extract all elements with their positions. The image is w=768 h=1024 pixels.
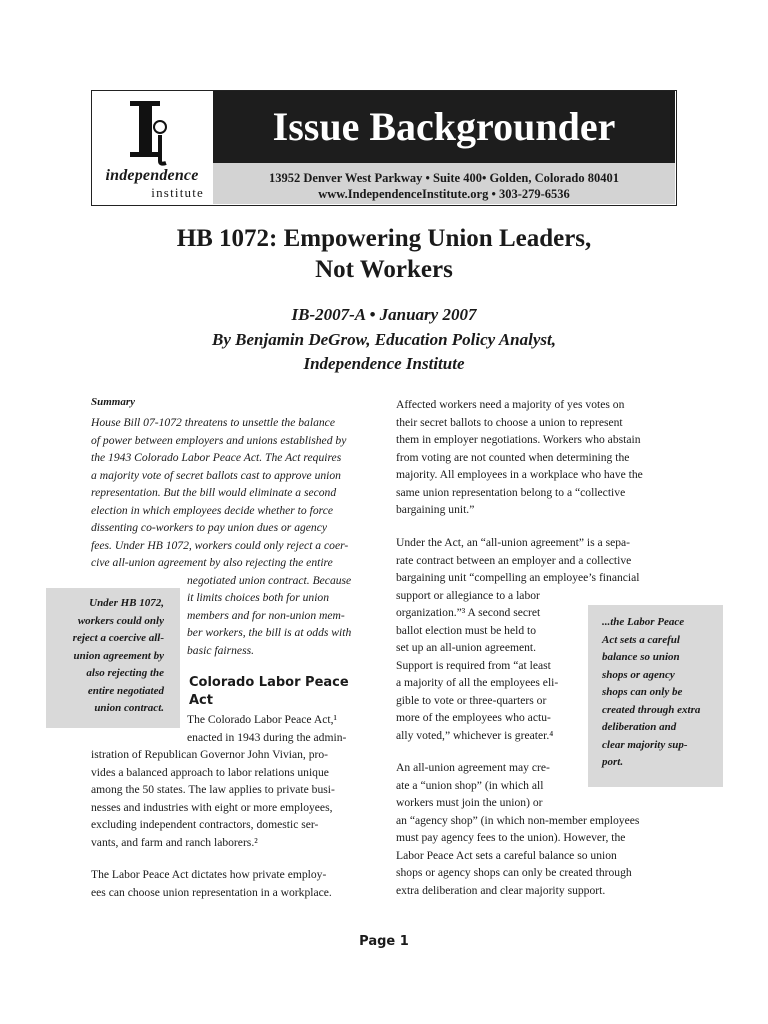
- logo-wordmark-line2: institute: [151, 185, 204, 200]
- pull-quote-line: balance so union: [602, 651, 680, 663]
- body-line: ballot election must be held to: [396, 623, 537, 637]
- body-line: Support is required from “at least: [396, 658, 551, 672]
- summary-line: dissenting co-workers to pay union dues or agency: [91, 521, 328, 534]
- pull-quote-line: workers could only: [77, 614, 164, 627]
- summary-line: it limits choices both for union: [187, 591, 330, 604]
- pull-quote-line: clear majority sup-: [602, 738, 688, 751]
- body-line: organization.”³ A second secret: [396, 606, 541, 619]
- summary-line: ber workers, the bill is at odds with: [187, 626, 352, 639]
- body-line: nesses and industries with eight or more employees,: [91, 800, 333, 814]
- pull-quote-line: union agreement by: [73, 649, 164, 662]
- body-line: a majority of all the employees eli-: [396, 676, 559, 689]
- pull-quote-right: [588, 605, 723, 787]
- pull-quote-line: created through extra: [602, 703, 701, 716]
- summary-line: of power between employers and unions established by: [91, 433, 347, 447]
- title-band: [213, 91, 675, 163]
- document-id-date: IB-2007-A • January 2007: [291, 305, 477, 324]
- header-banner: [91, 90, 677, 206]
- summary-line: representation. But the bill would eliminate a second: [91, 486, 337, 499]
- body-line: support or allegiance to a labor: [396, 588, 540, 602]
- body-line: The Colorado Labor Peace Act,¹: [187, 713, 337, 726]
- summary-line: election in which employees decide whether to force: [91, 503, 333, 517]
- body-line: from voting are not counted when determining the: [396, 450, 630, 464]
- logo: [92, 91, 214, 204]
- pull-quote-line: Act sets a careful: [602, 633, 680, 646]
- body-line: gible to vote or three-quarters or: [396, 693, 547, 707]
- body-line: an “agency shop” (in which non-member employees: [396, 813, 640, 827]
- body-line: set up an all-union agreement.: [396, 641, 537, 654]
- address-line: 13952 Denver West Parkway • Suite 400• Golden, Colorado 80401: [269, 171, 619, 185]
- pull-quote-line: shops or agency: [602, 668, 675, 681]
- body-line: vides a balanced approach to labor relations unique: [91, 765, 329, 779]
- summary-heading: Summary: [91, 396, 136, 408]
- body-line: vants, and farm and ranch laborers.²: [91, 835, 258, 849]
- body-line: extra deliberation and clear majority support.: [396, 883, 606, 897]
- pull-quote-line: shops can only be: [602, 686, 683, 698]
- summary-line: fees. Under HB 1072, workers could only reject a coer-: [91, 538, 349, 552]
- body-line: The Labor Peace Act dictates how private employ-: [91, 868, 327, 881]
- page-title-continued: Not Workers: [315, 256, 453, 283]
- body-line: bargaining unit.”: [396, 503, 475, 516]
- body-line: same union representation belong to a “collective: [396, 485, 626, 499]
- pull-quote-line: ...the Labor Peace: [602, 616, 685, 628]
- body-line: ally voted,” whichever is greater.⁴: [396, 728, 554, 742]
- section-heading: Colorado Labor Peace Act: [189, 675, 349, 708]
- body-line: Labor Peace Act sets a careful balance so union: [396, 848, 617, 862]
- body-line: shops or agency shops can only be created through: [396, 866, 632, 879]
- pull-quote-left: [46, 588, 180, 728]
- pull-quote-line: also rejecting the: [86, 667, 164, 679]
- summary-line: cive all-union agreement by also rejecting the entire: [91, 556, 333, 569]
- body-line: them in employer negotiations. Workers who abstain: [396, 433, 641, 446]
- body-line: enacted in 1943 during the admin-: [187, 730, 347, 744]
- body-line: among the 50 states. The law applies to private busi-: [91, 783, 335, 796]
- address-band: [213, 163, 675, 204]
- body-line: their secret ballots to choose a union to represent: [396, 415, 623, 429]
- summary-line: the 1943 Colorado Labor Peace Act. The Act requires: [91, 451, 342, 464]
- summary-line: basic fairness.: [187, 643, 254, 657]
- summary-line: House Bill 07-1072 threatens to unsettle the balance: [91, 416, 335, 429]
- logo-wordmark-line1: independence: [105, 167, 199, 184]
- body-line: istration of Republican Governor John Vivian, pro-: [91, 748, 329, 761]
- body-line: bargaining unit “compelling an employee’s financial: [396, 571, 640, 584]
- byline: By Benjamin DeGrow, Education Policy Analyst,: [212, 330, 556, 349]
- pull-quote-line: reject a coercive all-: [72, 632, 164, 644]
- body-line: majority. All employees in a workplace who have the: [396, 468, 643, 481]
- doc-type-title: Issue Backgrounder: [272, 104, 616, 149]
- body-line: ate a “union shop” (in which all: [396, 778, 544, 792]
- page-title: HB 1072: Empowering Union Leaders,: [176, 225, 592, 252]
- summary-line: negotiated union contract. Because: [187, 573, 352, 587]
- body-line: ees can choose union representation in a workplace.: [91, 885, 332, 899]
- pull-quote-line: entire negotiated: [87, 684, 164, 697]
- byline-organization: Independence Institute: [303, 354, 465, 373]
- pull-quote-line: port.: [602, 756, 624, 768]
- body-line: excluding independent contractors, domestic ser-: [91, 818, 319, 831]
- body-line: Under the Act, an “all-union agreement” is a sepa-: [396, 536, 631, 549]
- body-line: An all-union agreement may cre-: [396, 761, 550, 774]
- pull-quote-line: union contract.: [94, 702, 164, 714]
- pull-quote-line: Under HB 1072,: [89, 597, 164, 609]
- body-line: more of the employees who actu-: [396, 711, 551, 724]
- body-line: rate contract between an employer and a collective: [396, 553, 632, 567]
- page-number: Page 1: [359, 934, 409, 949]
- body-line: must pay agency fees to the union). However, the: [396, 831, 626, 844]
- contact-line: www.IndependenceInstitute.org • 303-279-6536: [318, 187, 570, 201]
- body-line: workers must join the union) or: [396, 796, 543, 809]
- body-line: Affected workers need a majority of yes votes on: [396, 398, 625, 411]
- summary-line: a majority vote of secret ballots cast to approve union: [91, 468, 341, 482]
- summary-line: members and for non-union mem-: [187, 608, 345, 622]
- independence-institute-logo-icon: [122, 97, 182, 167]
- pull-quote-line: deliberation and: [602, 721, 677, 733]
